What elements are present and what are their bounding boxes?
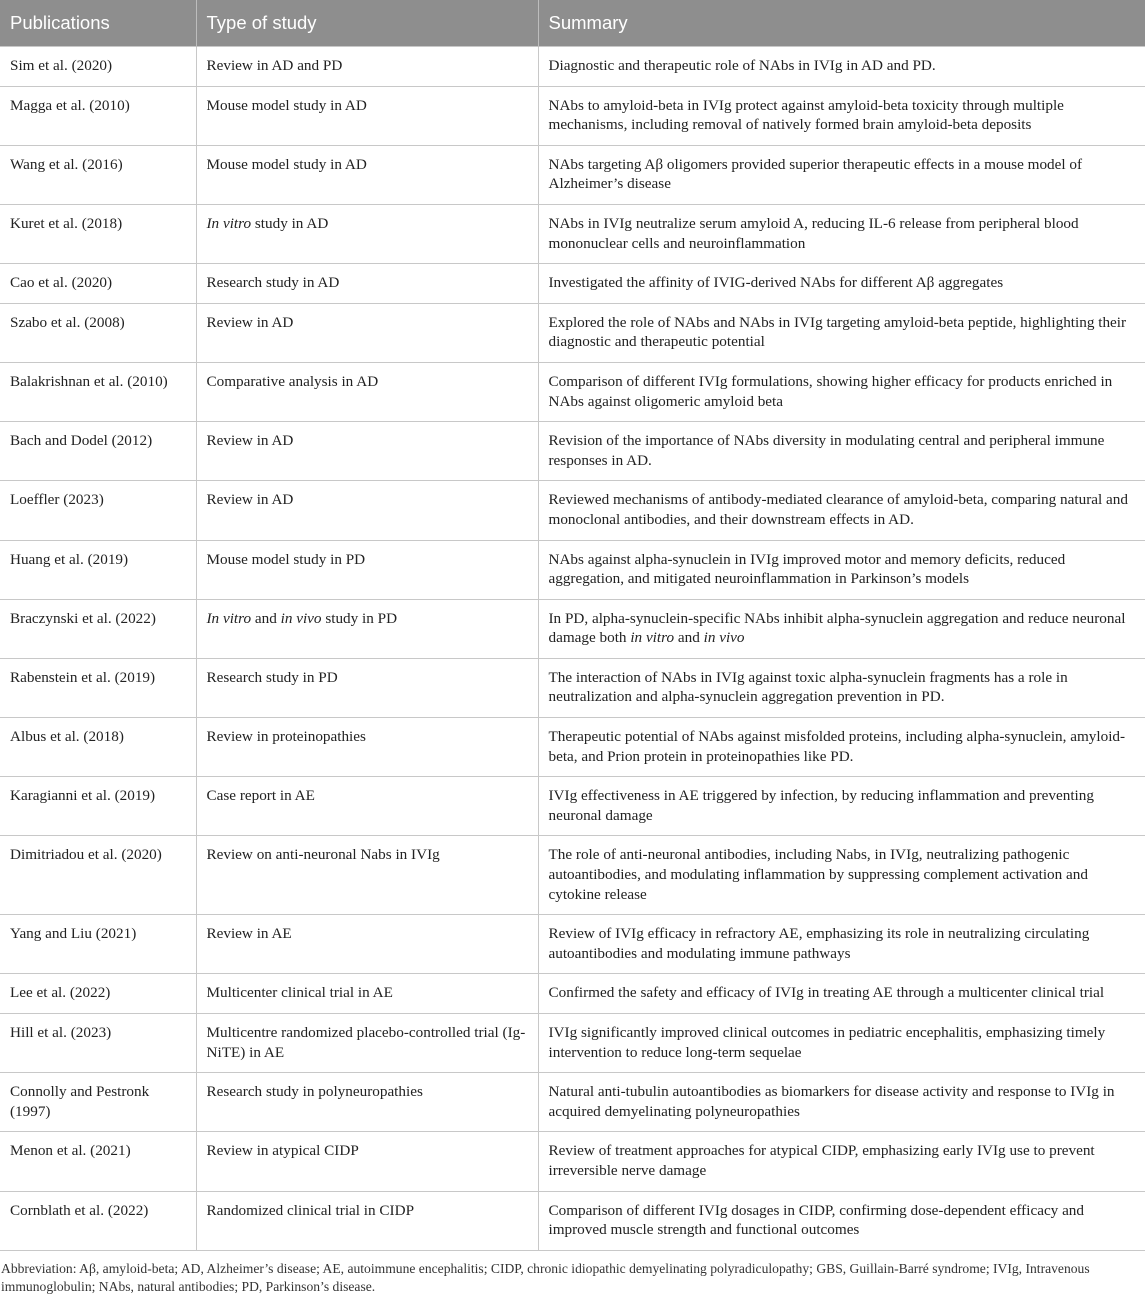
study-type-cell	[196, 204, 538, 263]
publication-cell	[0, 264, 196, 304]
table-row	[0, 777, 1145, 836]
publication-cell	[0, 1014, 196, 1073]
table-row	[0, 362, 1145, 421]
summary-cell	[538, 915, 1145, 974]
cell-text: Review of IVIg efficacy in refractory AE, emphasizing its role in neutralizing circulating autoantibodies and modulating immune pathways	[548, 925, 1090, 962]
summary-cell	[538, 422, 1145, 481]
table-row	[0, 264, 1145, 304]
study-type-cell	[196, 47, 538, 87]
publication-cell	[0, 362, 196, 421]
cell-text: Sim et al. (2020)	[10, 57, 113, 74]
cell-text: Randomized clinical trial in CIDP	[206, 1201, 415, 1219]
publication-cell	[0, 777, 196, 836]
cell-text: Balakrishnan et al. (2010)	[10, 372, 168, 390]
summary-cell	[538, 599, 1145, 658]
study-type-cell	[196, 1191, 538, 1250]
publication-cell	[0, 718, 196, 777]
publication-cell	[0, 915, 196, 974]
publication-cell	[0, 599, 196, 658]
table-body	[0, 47, 1145, 1251]
table-row	[0, 47, 1145, 87]
cell-text: Natural anti-tubulin autoantibodies as biomarkers for disease activity and response to IVIg in acquired demyelinating polyneuropathies	[548, 1083, 1115, 1120]
cell-text: Lee et al. (2022)	[10, 984, 111, 1002]
cell-text: Reviewed mechanisms of antibody-mediated clearance of amyloid-beta, comparing natural and monoclonal antibodies, and their downstream effects in AD.	[548, 491, 1128, 528]
summary-cell	[538, 540, 1145, 599]
cell-text: Cao et al. (2020)	[10, 274, 113, 292]
cell-text: study in AD	[251, 214, 329, 232]
summary-cell	[538, 362, 1145, 421]
table-row	[0, 422, 1145, 481]
summary-cell	[538, 47, 1145, 87]
study-type-cell	[196, 658, 538, 717]
summary-cell	[538, 481, 1145, 540]
summary-cell	[538, 777, 1145, 836]
cell-text: Case report in AE	[206, 787, 315, 805]
cell-text: NAbs to amyloid-beta in IVIg protect against amyloid-beta toxicity through multiple mechanisms, including removal of natively formed brain amyloid-beta deposits	[548, 96, 1064, 134]
cell-text: IVIg significantly improved clinical outcomes in pediatric encephalitis, emphasizing timely intervention to reduce long-term sequelae	[548, 1024, 1106, 1061]
summary-cell	[538, 86, 1145, 145]
publication-cell	[0, 974, 196, 1014]
cell-text: Review in AD and PD	[206, 57, 343, 74]
publication-cell	[0, 1191, 196, 1250]
study-type-cell	[196, 915, 538, 974]
table-row	[0, 204, 1145, 263]
study-type-cell	[196, 836, 538, 915]
cell-text: Diagnostic and therapeutic role of NAbs in IVIg in AD and PD.	[548, 57, 936, 74]
summary-cell	[538, 1014, 1145, 1073]
cell-text: Review on anti-neuronal Nabs in IVIg	[206, 846, 440, 864]
italic-text: in vitro	[630, 629, 675, 647]
summary-cell	[538, 303, 1145, 362]
study-type-cell	[196, 540, 538, 599]
table-row	[0, 481, 1145, 540]
table-row	[0, 303, 1145, 362]
italic-text: in vivo	[280, 609, 322, 627]
cell-text: In PD, alpha-synuclein-specific NAbs inhibit alpha-synuclein aggregation and reduce neuronal damage both	[548, 609, 1126, 647]
cell-text: Dimitriadou et al. (2020)	[10, 846, 162, 864]
cell-text: Braczynski et al. (2022)	[10, 609, 156, 627]
abbreviation-footnote: Abbreviation: Aβ, amyloid-beta; AD, Alzheimer’s disease; AE, autoimmune encephalitis; CIDP, chronic idiopathic demyelinating polyradiculopathy; GBS, Guillain-Barré syndrome; IVIg, Intravenous immunoglobulin; NAbs, natural antibodies; PD, Parkinson’s disease.	[1, 1260, 1090, 1294]
publication-cell	[0, 540, 196, 599]
cell-text: Mouse model study in AD	[206, 96, 367, 114]
study-type-cell	[196, 974, 538, 1014]
cell-text: Review in AD	[206, 491, 294, 509]
cell-text: Comparison of different IVIg dosages in CIDP, confirming dose-dependent efficacy and improved muscle strength and functional outcomes	[548, 1201, 1084, 1239]
publication-cell	[0, 1132, 196, 1191]
summary-cell	[538, 1191, 1145, 1250]
summary-cell	[538, 264, 1145, 304]
cell-text: Kuret et al. (2018)	[10, 214, 123, 232]
cell-text: The role of anti-neuronal antibodies, including Nabs, in IVIg, neutralizing pathogenic autoantibodies, and modulating inflammation by suppressing complement activation and cytokine release	[548, 846, 1088, 903]
cell-text: IVIg effectiveness in AE triggered by infection, by reducing inflammation and preventing neuronal damage	[548, 787, 1094, 824]
cell-text: Yang and Liu (2021)	[10, 925, 137, 943]
study-type-cell	[196, 777, 538, 836]
cell-text: and	[674, 629, 704, 647]
cell-text: Review in AE	[206, 925, 292, 943]
study-type-cell	[196, 86, 538, 145]
summary-cell	[538, 204, 1145, 263]
cell-text: Albus et al. (2018)	[10, 728, 124, 746]
summary-cell	[538, 974, 1145, 1014]
cell-text: Multicentre randomized placebo-controlled trial (Ig-NiTE) in AE	[206, 1024, 526, 1061]
header-summary: Summary	[538, 0, 1145, 47]
cell-text: Mouse model study in PD	[206, 550, 366, 568]
cell-text: Revision of the importance of NAbs diversity in modulating central and peripheral immune responses in AD.	[548, 432, 1105, 469]
summary-cell	[538, 145, 1145, 204]
cell-text: Huang et al. (2019)	[10, 550, 129, 568]
study-type-cell	[196, 1073, 538, 1132]
cell-text: Multicenter clinical trial in AE	[206, 984, 393, 1002]
table-row	[0, 1073, 1145, 1132]
cell-text: Karagianni et al. (2019)	[10, 787, 156, 805]
publication-cell	[0, 204, 196, 263]
publication-cell	[0, 303, 196, 362]
study-type-cell	[196, 1014, 538, 1073]
cell-text: Review in atypical CIDP	[206, 1142, 359, 1160]
table-row	[0, 836, 1145, 915]
cell-text: Loeffler (2023)	[10, 491, 104, 509]
publication-cell	[0, 422, 196, 481]
study-type-cell	[196, 264, 538, 304]
cell-text: NAbs against alpha-synuclein in IVIg improved motor and memory deficits, reduced aggregation, and mitigated neuroinflammation in Parkinson’s models	[548, 550, 1066, 588]
cell-text: Research study in PD	[206, 668, 338, 686]
cell-text: Confirmed the safety and efficacy of IVIg in treating AE through a multicenter clinical trial	[548, 984, 1105, 1002]
table-row	[0, 1014, 1145, 1073]
publication-cell	[0, 1073, 196, 1132]
table-row	[0, 1132, 1145, 1191]
summary-cell	[538, 718, 1145, 777]
cell-text: Szabo et al. (2008)	[10, 313, 125, 331]
summary-cell	[538, 1132, 1145, 1191]
publication-cell	[0, 86, 196, 145]
table-row	[0, 86, 1145, 145]
summary-cell	[538, 1073, 1145, 1132]
italic-text: In vitro	[206, 214, 252, 232]
cell-text: Connolly and Pestronk (1997)	[10, 1083, 150, 1120]
cell-text: Mouse model study in AD	[206, 155, 367, 173]
summary-cell	[538, 836, 1145, 915]
study-type-cell	[196, 422, 538, 481]
italic-text: In vitro	[206, 609, 252, 627]
cell-text: Bach and Dodel (2012)	[10, 432, 153, 450]
publication-cell	[0, 145, 196, 204]
cell-text: Explored the role of NAbs and NAbs in IVIg targeting amyloid-beta peptide, highlighting their diagnostic and therapeutic potential	[548, 313, 1127, 351]
cell-text: Investigated the affinity of IVIG-derived NAbs for different Aβ aggregates	[548, 274, 1004, 292]
cell-text: Research study in AD	[206, 274, 340, 292]
cell-text: Hill et al. (2023)	[10, 1024, 112, 1041]
italic-text: in vivo	[703, 629, 745, 647]
study-type-cell	[196, 362, 538, 421]
table-row	[0, 1191, 1145, 1250]
cell-text: Rabenstein et al. (2019)	[10, 668, 156, 686]
cell-text: Therapeutic potential of NAbs against misfolded proteins, including alpha-synuclein, amyloid-beta, and Prion protein in proteinopathies like PD.	[548, 728, 1126, 765]
table-row	[0, 145, 1145, 204]
table-row	[0, 599, 1145, 658]
table-row	[0, 658, 1145, 717]
cell-text: Magga et al. (2010)	[10, 96, 130, 114]
cell-text: and	[251, 609, 281, 627]
study-type-cell	[196, 599, 538, 658]
summary-cell	[538, 658, 1145, 717]
table-row	[0, 974, 1145, 1014]
study-type-cell	[196, 718, 538, 777]
cell-text: NAbs targeting Aβ oligomers provided superior therapeutic effects in a mouse model of Alzheimer’s disease	[548, 155, 1083, 193]
cell-text: Review in AD	[206, 313, 294, 331]
study-type-cell	[196, 1132, 538, 1191]
cell-text: study in PD	[321, 609, 398, 627]
header-publications: Publications	[0, 0, 196, 47]
cell-text: The interaction of NAbs in IVIg against toxic alpha-synuclein fragments has a role in neutralization and alpha-synuclein aggregation prevention in PD.	[548, 668, 1068, 706]
study-type-cell	[196, 481, 538, 540]
cell-text: Review of treatment approaches for atypical CIDP, emphasizing early IVIg use to prevent irreversible nerve damage	[548, 1142, 1095, 1179]
cell-text: Review in AD	[206, 432, 294, 450]
cell-text: NAbs in IVIg neutralize serum amyloid A, reducing IL-6 release from peripheral blood mononuclear cells and neuroinflammation	[548, 214, 1079, 252]
publication-cell	[0, 658, 196, 717]
header-type-of-study: Type of study	[196, 0, 538, 47]
cell-text: Menon et al. (2021)	[10, 1142, 131, 1160]
cell-text: Cornblath et al. (2022)	[10, 1201, 149, 1219]
table-row	[0, 540, 1145, 599]
cell-text: Comparative analysis in AD	[206, 372, 379, 390]
publication-cell	[0, 481, 196, 540]
publication-cell	[0, 836, 196, 915]
publication-cell	[0, 47, 196, 87]
cell-text: Comparison of different IVIg formulations, showing higher efficacy for products enriched in NAbs against oligomeric amyloid beta	[548, 372, 1113, 410]
cell-text: Review in proteinopathies	[206, 728, 366, 746]
table-header-row	[0, 0, 1145, 47]
study-type-cell	[196, 145, 538, 204]
cell-text: Wang et al. (2016)	[10, 155, 123, 173]
table-row	[0, 718, 1145, 777]
table-row	[0, 915, 1145, 974]
study-type-cell	[196, 303, 538, 362]
cell-text: Research study in polyneuropathies	[206, 1083, 423, 1101]
